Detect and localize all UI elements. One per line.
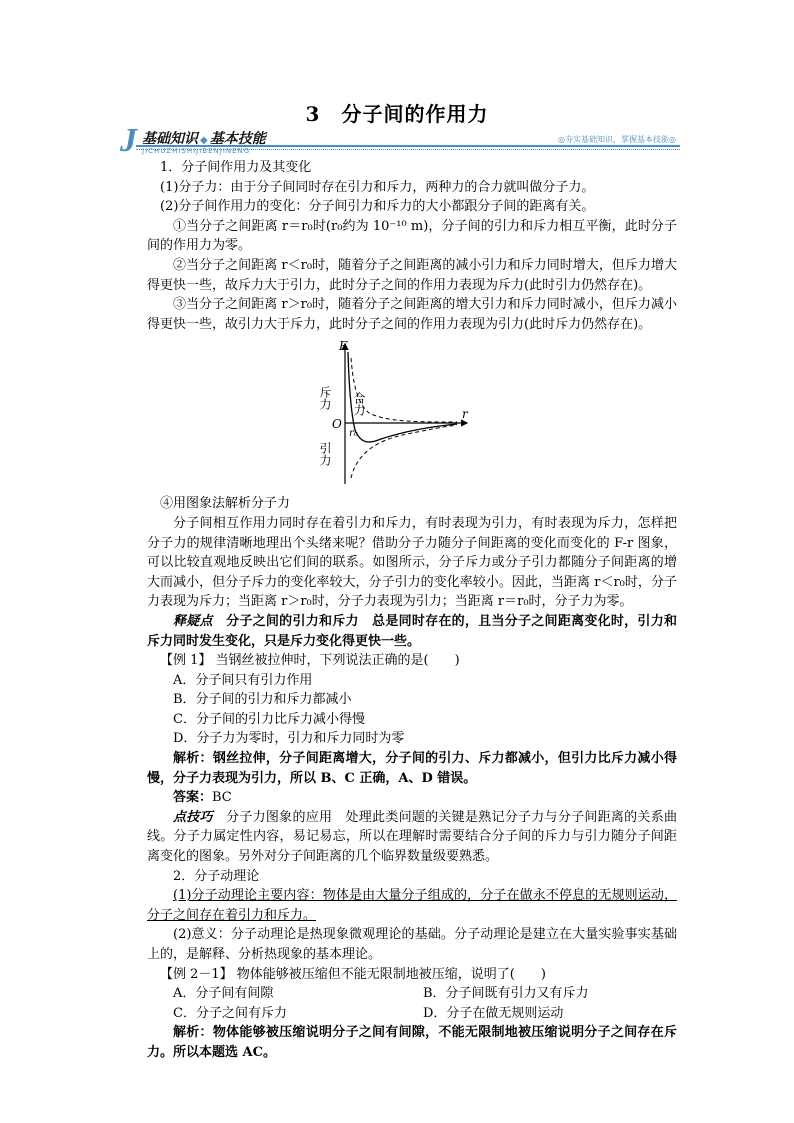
- option-a: A．分子间有间隙: [173, 986, 274, 1002]
- x-axis-label: r: [462, 407, 468, 422]
- page-title: 3 分子间的作用力: [305, 102, 489, 126]
- banner-separator-icon: ◆: [200, 135, 208, 146]
- resultant-label: 合力: [352, 392, 366, 417]
- analysis-text: 钢丝拉伸，分子间距离增大，分子间的引力、斥力都减小，但引力比斥力减小得慢，分子力表现为引力，所以 B、C 正确，A、D 错误。: [147, 751, 677, 786]
- section-banner: [120, 122, 680, 159]
- r0-label: r₀: [349, 428, 358, 440]
- paragraph: [147, 886, 677, 925]
- banner-slogan: ◎夯实基础知识，掌握基本技能◎: [558, 135, 676, 144]
- tip-paragraph: [147, 612, 677, 651]
- paragraph: (2)分子间作用力的变化：分子间引力和斥力的大小都跟分子间的距离有关。: [160, 199, 595, 215]
- option-a: A．分子间只有引力作用: [173, 672, 313, 688]
- analysis-tag: 解析：: [173, 751, 213, 767]
- force-curve-svg: [317, 338, 497, 488]
- tip-tag: 点技巧: [173, 809, 213, 825]
- section-heading-1: 1．分子间作用力及其变化: [160, 160, 312, 175]
- paragraph: (1)分子力：由于分子间同时存在引力和斥力，两种力的合力就叫做分子力。: [160, 179, 595, 195]
- option-d: D．分子在做无规则运动: [423, 1005, 564, 1021]
- tip-text: 分子之间的引力和斥力 总是同时存在的，且当分子之间距离变化时，引力和斥力同时发生变化，只是斥力变化得更快一些。: [147, 613, 677, 649]
- analysis-paragraph: [147, 1023, 677, 1062]
- analysis-tag: 解析：: [173, 1025, 213, 1041]
- options-row: [147, 984, 677, 1004]
- main-content: [147, 158, 677, 1063]
- underlined-text: (1)分子动理论主要内容：物体是由大量分子组成的，分子在做永不停息的无规则运动，: [173, 888, 677, 904]
- example-stem: 【例 2－1】 物体能够被压缩但不能无限制地被压缩，说明了( ): [160, 966, 546, 982]
- option-d: D．分子力为零时，引力和斥力同时为零: [173, 731, 405, 747]
- paragraph: (2)意义：分子动理论是热现象微观理论的基础。分子动理论是建立在大量实验事实基础上的，是解释、分析热现象的基本理论。: [147, 927, 677, 962]
- example-stem: 【例 1】 当钢丝被拉伸时，下列说法正确的是( ): [160, 653, 460, 669]
- analysis-paragraph: [147, 749, 677, 788]
- option-b: B．分子间的引力和斥力都减小: [173, 692, 352, 708]
- tip-paragraph: [147, 808, 677, 867]
- option-b: B．分子间既有引力又有斥力: [423, 986, 589, 1002]
- repulsion-curve: [351, 358, 457, 422]
- paragraph: ①当分子之间距离 r＝r₀时(r₀约为 10⁻¹⁰ m)，分子间的引力和斥力相互平衡，此时分子间的作用力为零。: [147, 218, 677, 254]
- y-axis-label: F: [339, 339, 348, 354]
- options-row: [147, 1004, 677, 1024]
- tip-text: 分子力图象的应用 处理此类问题的关键是熟记分子力与分子间距离的关系曲线。分子力属定性内容，易记易忘，所以在理解时需要结合分子间的斥力与引力随分子间距离变化的图象。另外对分子间距离的几个临界数量级要熟悉。: [147, 809, 677, 865]
- paragraph: ④用图象法解析分子力: [160, 496, 291, 512]
- banner-label: [142, 128, 266, 148]
- paragraph: 分子间相互作用力同时存在着引力和斥力，有时表现为引力，有时表现为斥力，怎样把分子力的规律清晰地理出个头绪来呢？借助分子力随分子间距离的变化而变化的 F-r 图象，可以比较直观地反映出它们间的联系。如图所示，分子斥力或分子引力都随分子间距离的增大而减小，但分子斥力的变化率较大，分子引力的变化率较小。因此，当距离 r＜r₀时，分子力表现为斥力；当距离 r＞r₀时，分子力表现为引力；当距离 r＝r₀时，分子力为零。: [147, 515, 677, 610]
- option-c: C．分子之间有斥力: [173, 1005, 287, 1021]
- answer-paragraph: [147, 788, 677, 808]
- tip-tag: 释疑点: [173, 613, 213, 629]
- underlined-text: 分子之间存在着引力和斥力。: [147, 907, 317, 923]
- option-c: C．分子间的引力比斥力减小得慢: [173, 711, 365, 727]
- section-heading-2: 2．分子动理论: [173, 868, 260, 884]
- answer-tag: 答案：: [173, 790, 213, 806]
- repulsion-label: 斥力: [318, 386, 332, 411]
- attraction-label: 引力: [318, 442, 332, 467]
- force-distance-diagram: [147, 338, 677, 488]
- banner-pinyin: JICHUZHISHIJIBENJINENG: [142, 147, 251, 155]
- paragraph: ③当分子之间距离 r＞r₀时，随着分子之间距离的增大引力和斥力同时减小，但斥力减小得更快一些，故引力大于斥力，此时分子之间的作用力表现为引力(此时斥力仍然存在)。: [147, 297, 677, 332]
- answer-text: BC: [212, 790, 232, 806]
- banner-label-b: 基本技能: [209, 131, 266, 147]
- origin-label: O: [332, 417, 342, 432]
- analysis-text: 物体能够被压缩说明分子之间有间隙，不能无限制地被压缩说明分子之间存在斥力。所以本题选 AC。: [147, 1025, 677, 1060]
- banner-logo-letter: J: [120, 122, 137, 159]
- banner-label-a: 基础知识: [142, 131, 198, 147]
- paragraph: ②当分子之间距离 r＜r₀时，随着分子之间距离的减小引力和斥力同时增大，但斥力增大得更快一些，故斥力大于引力，此时分子之间的作用力表现为斥力(此时引力仍然存在)。: [147, 257, 677, 293]
